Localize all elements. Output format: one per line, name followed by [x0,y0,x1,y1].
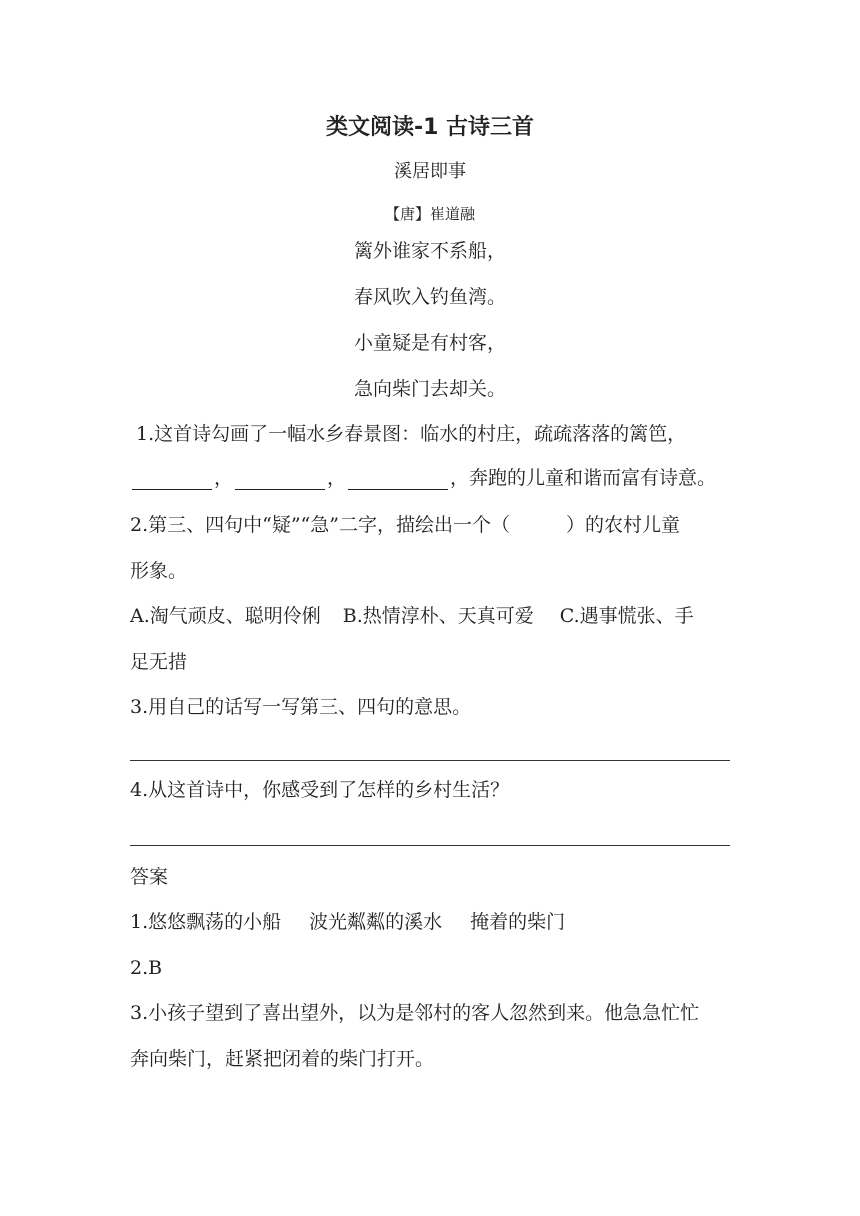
option-c-continued: 足无措 [130,651,188,673]
question-2-line-2: 形象。 [130,560,188,582]
poem-title: 溪居即事 [394,161,466,182]
answer-1-part-3: 掩着的柴门 [470,911,566,933]
answer-line-4[interactable] [130,845,730,846]
option-a: A.淘气顽皮、聪明伶俐 [130,605,321,627]
answers-heading: 答案 [130,866,169,888]
answer-line-3[interactable] [130,760,730,761]
answer-1-part-2: 波光粼粼的溪水 [309,911,443,933]
answer-3-line-1: 3.小孩子望到了喜出望外，以为是邻村的客人忽然到来。他急急忙忙 [130,1002,700,1024]
question-4: 4.从这首诗中，你感受到了怎样的乡村生活？ [130,779,510,801]
answer-2: 2.B [130,957,163,979]
option-b: B.热情淳朴、天真可爱 [342,605,534,627]
poem-line-4: 急向柴门去却关。 [353,378,506,400]
question-1-tail: ，奔跑的儿童和谐而富有诗意。 [450,467,717,489]
question-2-options [130,604,694,628]
answer-1-part-1: 1.悠悠飘荡的小船 [130,911,282,933]
question-1-line-2 [130,466,716,490]
question-3: 3.用自己的话写一写第三、四句的意思。 [130,696,472,718]
answer-blank-3[interactable] [348,467,448,490]
poem-line-1: 篱外谁家不系船， [353,240,506,262]
option-c: C.遇事慌张、手 [559,605,694,627]
answer-blank-1[interactable] [132,467,212,490]
question-1-line-1: 1.这首诗勾画了一幅水乡春景图：临水的村庄，疏疏落落的篱笆， [136,423,687,445]
page-title: 类文阅读-1 古诗三首 [325,115,535,140]
question-2-stem-b: ）的农村儿童 [565,514,680,536]
question-1-separator-1: ， [214,467,234,489]
answer-3-line-2: 奔向柴门，赶紧把闭着的柴门打开。 [130,1048,435,1070]
poem-line-2: 春风吹入钓鱼湾。 [353,286,506,308]
poem-line-3: 小童疑是有村客， [353,332,506,354]
poem-author: 【唐】崔道融 [384,205,475,223]
question-2-stem-a: 2.第三、四句中“疑”“急”二字，描绘出一个（ [130,514,510,536]
question-2-line-1 [130,513,680,537]
question-1-separator-2: ， [327,467,347,489]
answer-blank-2[interactable] [235,467,325,490]
answer-1 [130,910,565,934]
